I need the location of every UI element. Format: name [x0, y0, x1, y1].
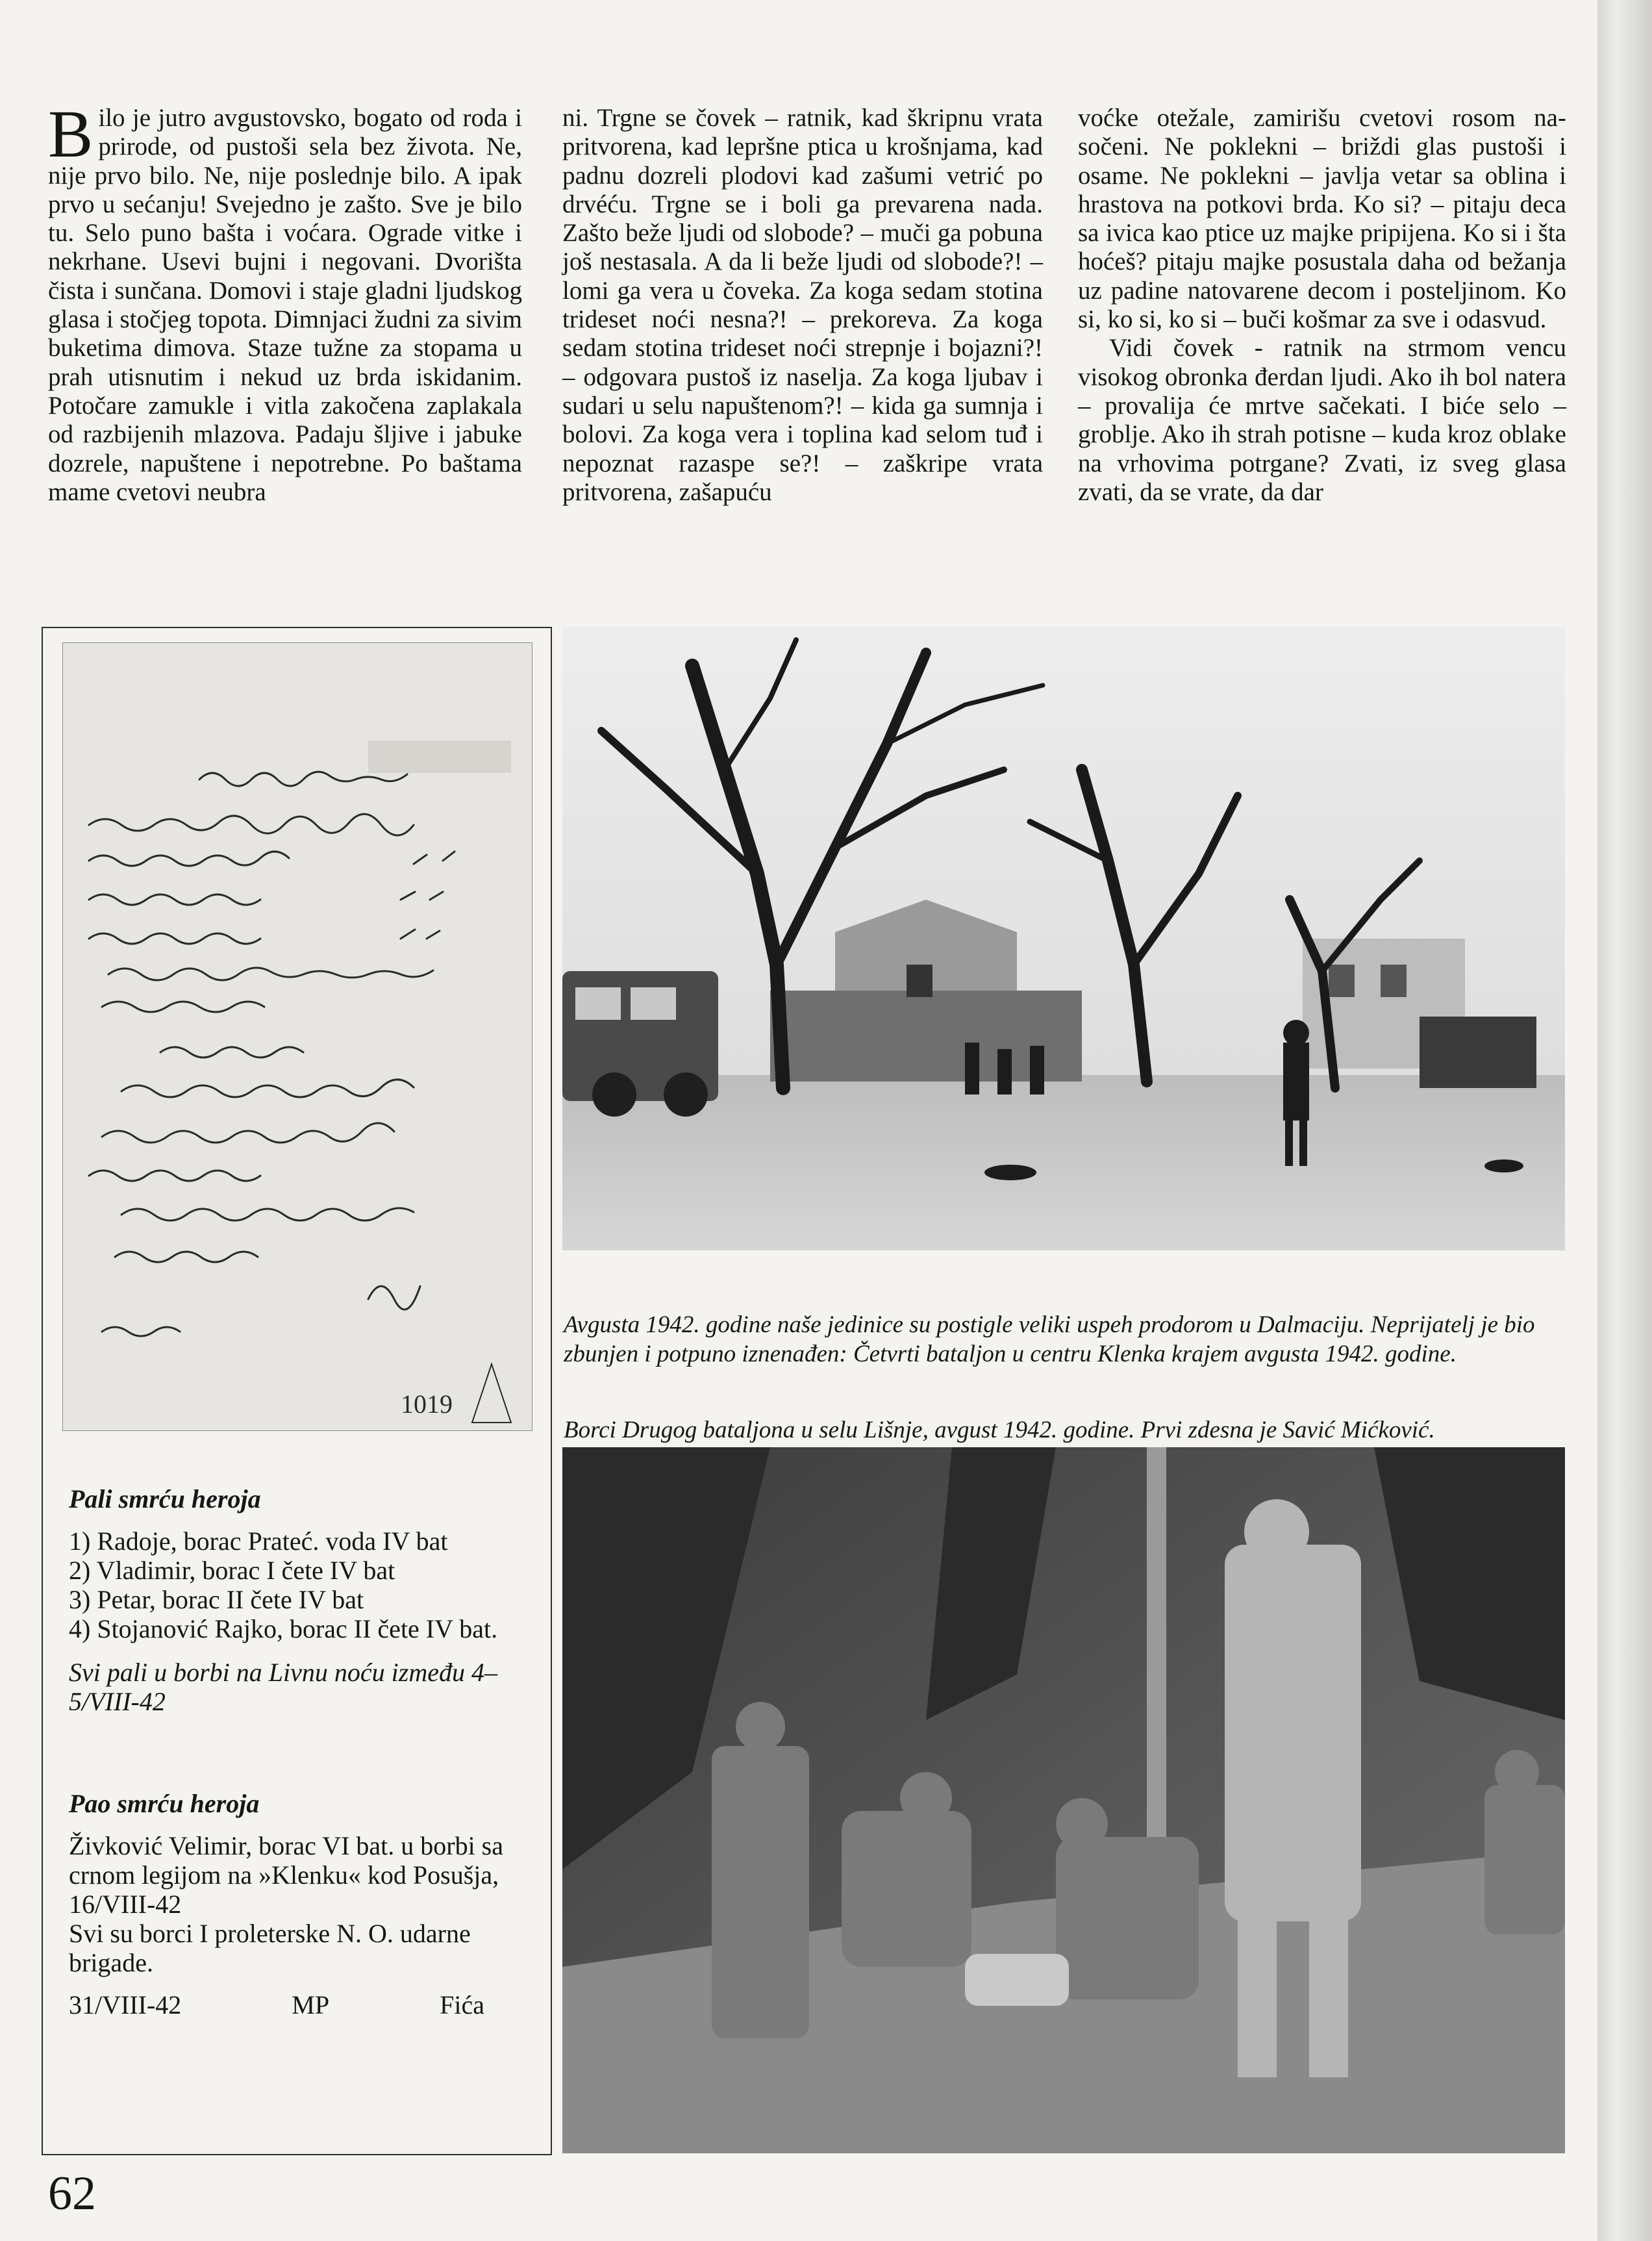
- document-panel: [42, 627, 552, 2155]
- signature-name: Fića: [440, 1990, 484, 2019]
- page-number: 62: [48, 2167, 96, 2220]
- column-2-text: ni. Trgne se čovek – ratnik, kad škripnu vrata pritvorena, kad lepršne ptica u krošnjama, kad padnu dozreli plodovi kad zašumi vetrić po drvéću. Trgne se i boli ga prevarena nada. Zašto beže ljudi od slobode? – muči ga pobuna još nestasala. A da li beže ljudi od slobode?! – lomi ga vera u čoveka. Za koga sedam stotina trideset noći nesna?! – prekoreva. Za koga sedam stotina trideset noći strepnje i bojazni?! – odgovara pustoš iz naselja. Za koga ljubav i sudari u selu napuštenom?! – kida ga sumnja i bolovi. Za koga vera i toplina kad selom tuđ i nepoznat razaspe se?! – zaškripe vrata pritvorena, zašapuću: [562, 104, 1043, 506]
- text-column-2: [562, 104, 1043, 507]
- section-2-heading: Pao smrću heroja: [69, 1789, 260, 1818]
- fallen-list: [69, 1526, 532, 1643]
- list-item: 4) Stojanović Rajko, borac II čete IV bat.: [69, 1614, 498, 1643]
- document-handwritten-number: 1019: [401, 1389, 453, 1419]
- text-column-3: [1078, 104, 1566, 507]
- signature-mp: MP: [292, 1990, 330, 2019]
- photo-1-caption: Avgusta 1942. godine naše jedinice su postigle veliki uspeh prodorom u Dalmaciju. Neprijatelj je bio zbunjen i potpuno iznenađen: Četvrti bataljon u centru Klenka krajem avgusta 1942. godine.: [564, 1311, 1535, 1367]
- text-column-1: [48, 97, 522, 507]
- signature-date: 31/VIII-42: [69, 1990, 182, 2019]
- document-transcription: [69, 1484, 532, 2019]
- column-3-paragraph-1: voćke otežale, zamirišu cvetovi rosom nasočeni. Ne poklekni – briždi glas pustoši i osame. Ne poklekni – javlja vetar sa oblina i hrastova na potkovi brda. Ko si? – pitaju deca sa ivica kao ptice uz majke pripijena. Ko si i šta hoćeš? pitaju majke posustala daha od bežanja uz padine natovarene decom i posteljinom. Ko si, ko si, ko si – buči košmar za sve i odasvud.: [1078, 104, 1566, 334]
- page-binding-edge: [1597, 0, 1652, 2241]
- list-item: 2) Vladimir, borac I čete IV bat: [69, 1556, 395, 1585]
- section-2-text: Živković Velimir, borac VI bat. u borbi sa crnom legijom na »Klenku« kod Posušja, 16/VIII-42: [69, 1831, 504, 1919]
- section-2-text-2: Svi su borci I proleterske N. O. udarne brigade.: [69, 1919, 471, 1977]
- signature-line: [69, 1990, 484, 2019]
- section-1-note: Svi pali u borbi na Livnu noću između 4–5/VIII-42: [69, 1658, 497, 1716]
- list-item: 1) Radoje, borac Prateć. voda IV bat: [69, 1526, 448, 1556]
- column-1-text: ilo je jutro avgustovsko, bogato od roda i prirode, od pustoši sela bez života. Ne, nije prvo bilo. Ne, nije poslednje bilo. A ipak prvo u sećanju! Svejedno je zašto. Sve je bilo tu. Selo puno bašta i voćara. Ograde vitke i nekrhane. Usevi bujni i negovani. Dvorišta čista i sunčana. Domovi i staje gladni ljudskog glasa i stočjeg topota. Dimnjaci žudni za sivim buketima dimova. Staze tužne za stopama u prah utisnutim i nekud uz brda iskidanim. Potočare zamukle i vitla zakočena zaplakala od razbijenih mlazova. Padaju šljive i jabuke dozrele, napuštene i nepotrebne. Po baštama mame cvetovi neubra: [48, 104, 522, 506]
- section-1-heading: Pali smrću heroja: [69, 1484, 261, 1513]
- handwritten-document-image: [62, 642, 532, 1431]
- list-item: 3) Petar, borac II čete IV bat: [69, 1585, 364, 1614]
- soldiers-photo: [562, 1447, 1565, 2153]
- photo-2-caption: Borci Drugog bataljona u selu Lišnje, avgust 1942. godine. Prvi zdesna je Savić Mićković.: [564, 1417, 1435, 1443]
- drop-cap: B: [48, 97, 94, 171]
- village-photo: [562, 627, 1565, 1250]
- column-3-paragraph-2: Vidi čovek - ratnik na strmom vencu visokog obronka đerdan ljudi. Ako ih bol natera – provalija će mrtve sačekati. I biće selo – groblje. Ako ih strah potisne – kuda kroz oblake na vrhovima potrgane? Zvati, iz sveg glasa zvati, da se vrate, da dar: [1078, 334, 1566, 506]
